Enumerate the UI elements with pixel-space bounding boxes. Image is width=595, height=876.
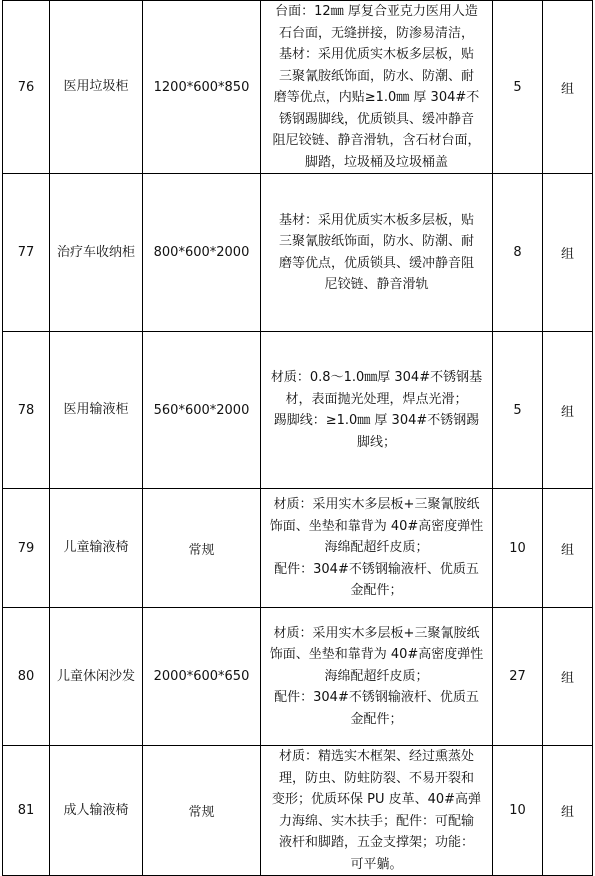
item-size: 常规	[143, 489, 261, 608]
table-row	[3, 174, 593, 332]
item-name: 医用垃圾柜	[50, 1, 143, 174]
item-unit: 组	[543, 489, 593, 608]
description-line: 磨等优点，内贴≥1.0㎜ 厚 304#不	[273, 90, 480, 105]
table-row	[3, 332, 593, 489]
item-number: 80	[3, 608, 50, 746]
table-row	[3, 746, 593, 876]
description-line: 三聚氰胺纸饰面，防水、防潮、耐	[278, 234, 474, 249]
description-line: 材质：采用实木多层板+三聚氰胺纸	[273, 625, 480, 641]
description-line: 三聚氰胺纸饰面，防水、防潮、耐	[278, 68, 474, 84]
description-line: 配件：304#不锈钢输液杆、优质五	[274, 561, 479, 577]
item-quantity: 5	[493, 332, 543, 489]
description-line: 基材：采用优质实木板多层板，贴	[278, 212, 474, 228]
description-line: 基材：采用优质实木板多层板，贴	[278, 47, 474, 62]
description-line: 海绵配超纤皮质；	[324, 668, 429, 684]
table-row	[3, 489, 593, 608]
item-name: 儿童输液椅	[50, 489, 143, 608]
item-size: 560*600*2000	[143, 332, 261, 489]
item-description	[261, 608, 493, 746]
item-unit: 组	[543, 174, 593, 332]
description-line: 磨等优点，优质锁具、缓冲静音阻	[278, 255, 474, 271]
description-line: 材质：采用实木多层板+三聚氰胺纸	[273, 497, 480, 513]
item-description	[261, 332, 493, 489]
item-description	[261, 746, 493, 876]
item-name: 儿童休闲沙发	[50, 608, 143, 746]
description-line: 锈钢踢脚线，优质锁具、缓冲静音	[278, 111, 474, 127]
item-size: 1200*600*850	[143, 1, 261, 174]
description-line: 石台面，无缝拼接，防渗易清洁，	[278, 25, 474, 41]
item-number: 78	[3, 332, 50, 489]
item-number: 79	[3, 489, 50, 608]
description-line: 海绵配超纤皮质；	[324, 540, 429, 556]
description-line: 液杆和脚踏，五金支撑架；功能：	[278, 835, 474, 850]
description-line: 饰面、坐垫和靠背为 40#高密度弹性	[269, 518, 484, 534]
item-unit: 组	[543, 608, 593, 746]
description-line: 可平躺。	[350, 856, 403, 872]
item-name: 治疗车收纳柜	[50, 174, 143, 332]
description-line: 材，表面抛光处理，焊点光滑；	[285, 391, 468, 407]
description-line: 饰面、坐垫和靠背为 40#高密度弹性	[269, 647, 484, 663]
description-line: 脚踏，垃圾桶及垃圾桶盖	[304, 154, 448, 170]
item-name: 成人输液椅	[50, 746, 143, 876]
description-line: 踢脚线：≥1.0㎜ 厚 304#不锈钢踢	[273, 413, 480, 428]
description-line: 金配件；	[350, 711, 403, 727]
description-line: 材质：精选实木框架、经过熏蒸处	[278, 749, 474, 764]
item-description	[261, 174, 493, 332]
description-line: 台面：12㎜ 厚复合亚克力医用人造	[275, 4, 478, 19]
item-quantity: 10	[493, 746, 543, 876]
table-row	[3, 1, 593, 174]
item-number: 76	[3, 1, 50, 174]
item-name: 医用输液柜	[50, 332, 143, 489]
table-row	[3, 608, 593, 746]
item-description	[261, 1, 493, 174]
description-line: 理，防虫、防蛀防裂、不易开裂和	[278, 770, 474, 786]
item-number: 81	[3, 746, 50, 876]
item-quantity: 5	[493, 1, 543, 174]
description-line: 脚线；	[356, 434, 396, 450]
item-description	[261, 489, 493, 608]
item-quantity: 10	[493, 489, 543, 608]
item-size: 800*600*2000	[143, 174, 261, 332]
item-size: 2000*600*650	[143, 608, 261, 746]
description-line: 配件：304#不锈钢输液杆、优质五	[274, 690, 479, 706]
description-line: 尼铰链、静音滑轨	[324, 277, 429, 292]
spec-table	[2, 0, 593, 876]
item-unit: 组	[543, 1, 593, 174]
item-quantity: 8	[493, 174, 543, 332]
description-line: 力海绵、实木扶手；配件：可配输	[278, 813, 474, 829]
description-line: 变形；优质环保 PU 皮革、40#高弹	[271, 792, 482, 807]
item-unit: 组	[543, 332, 593, 489]
item-size: 常规	[143, 746, 261, 876]
item-number: 77	[3, 174, 50, 332]
item-quantity: 27	[493, 608, 543, 746]
description-line: 金配件；	[350, 583, 403, 599]
description-line: 阻尼铰链、静音滑轨，含石材台面，	[272, 133, 481, 148]
item-unit: 组	[543, 746, 593, 876]
description-line: 材质：0.8～1.0㎜厚 304#不锈钢基	[270, 370, 483, 385]
